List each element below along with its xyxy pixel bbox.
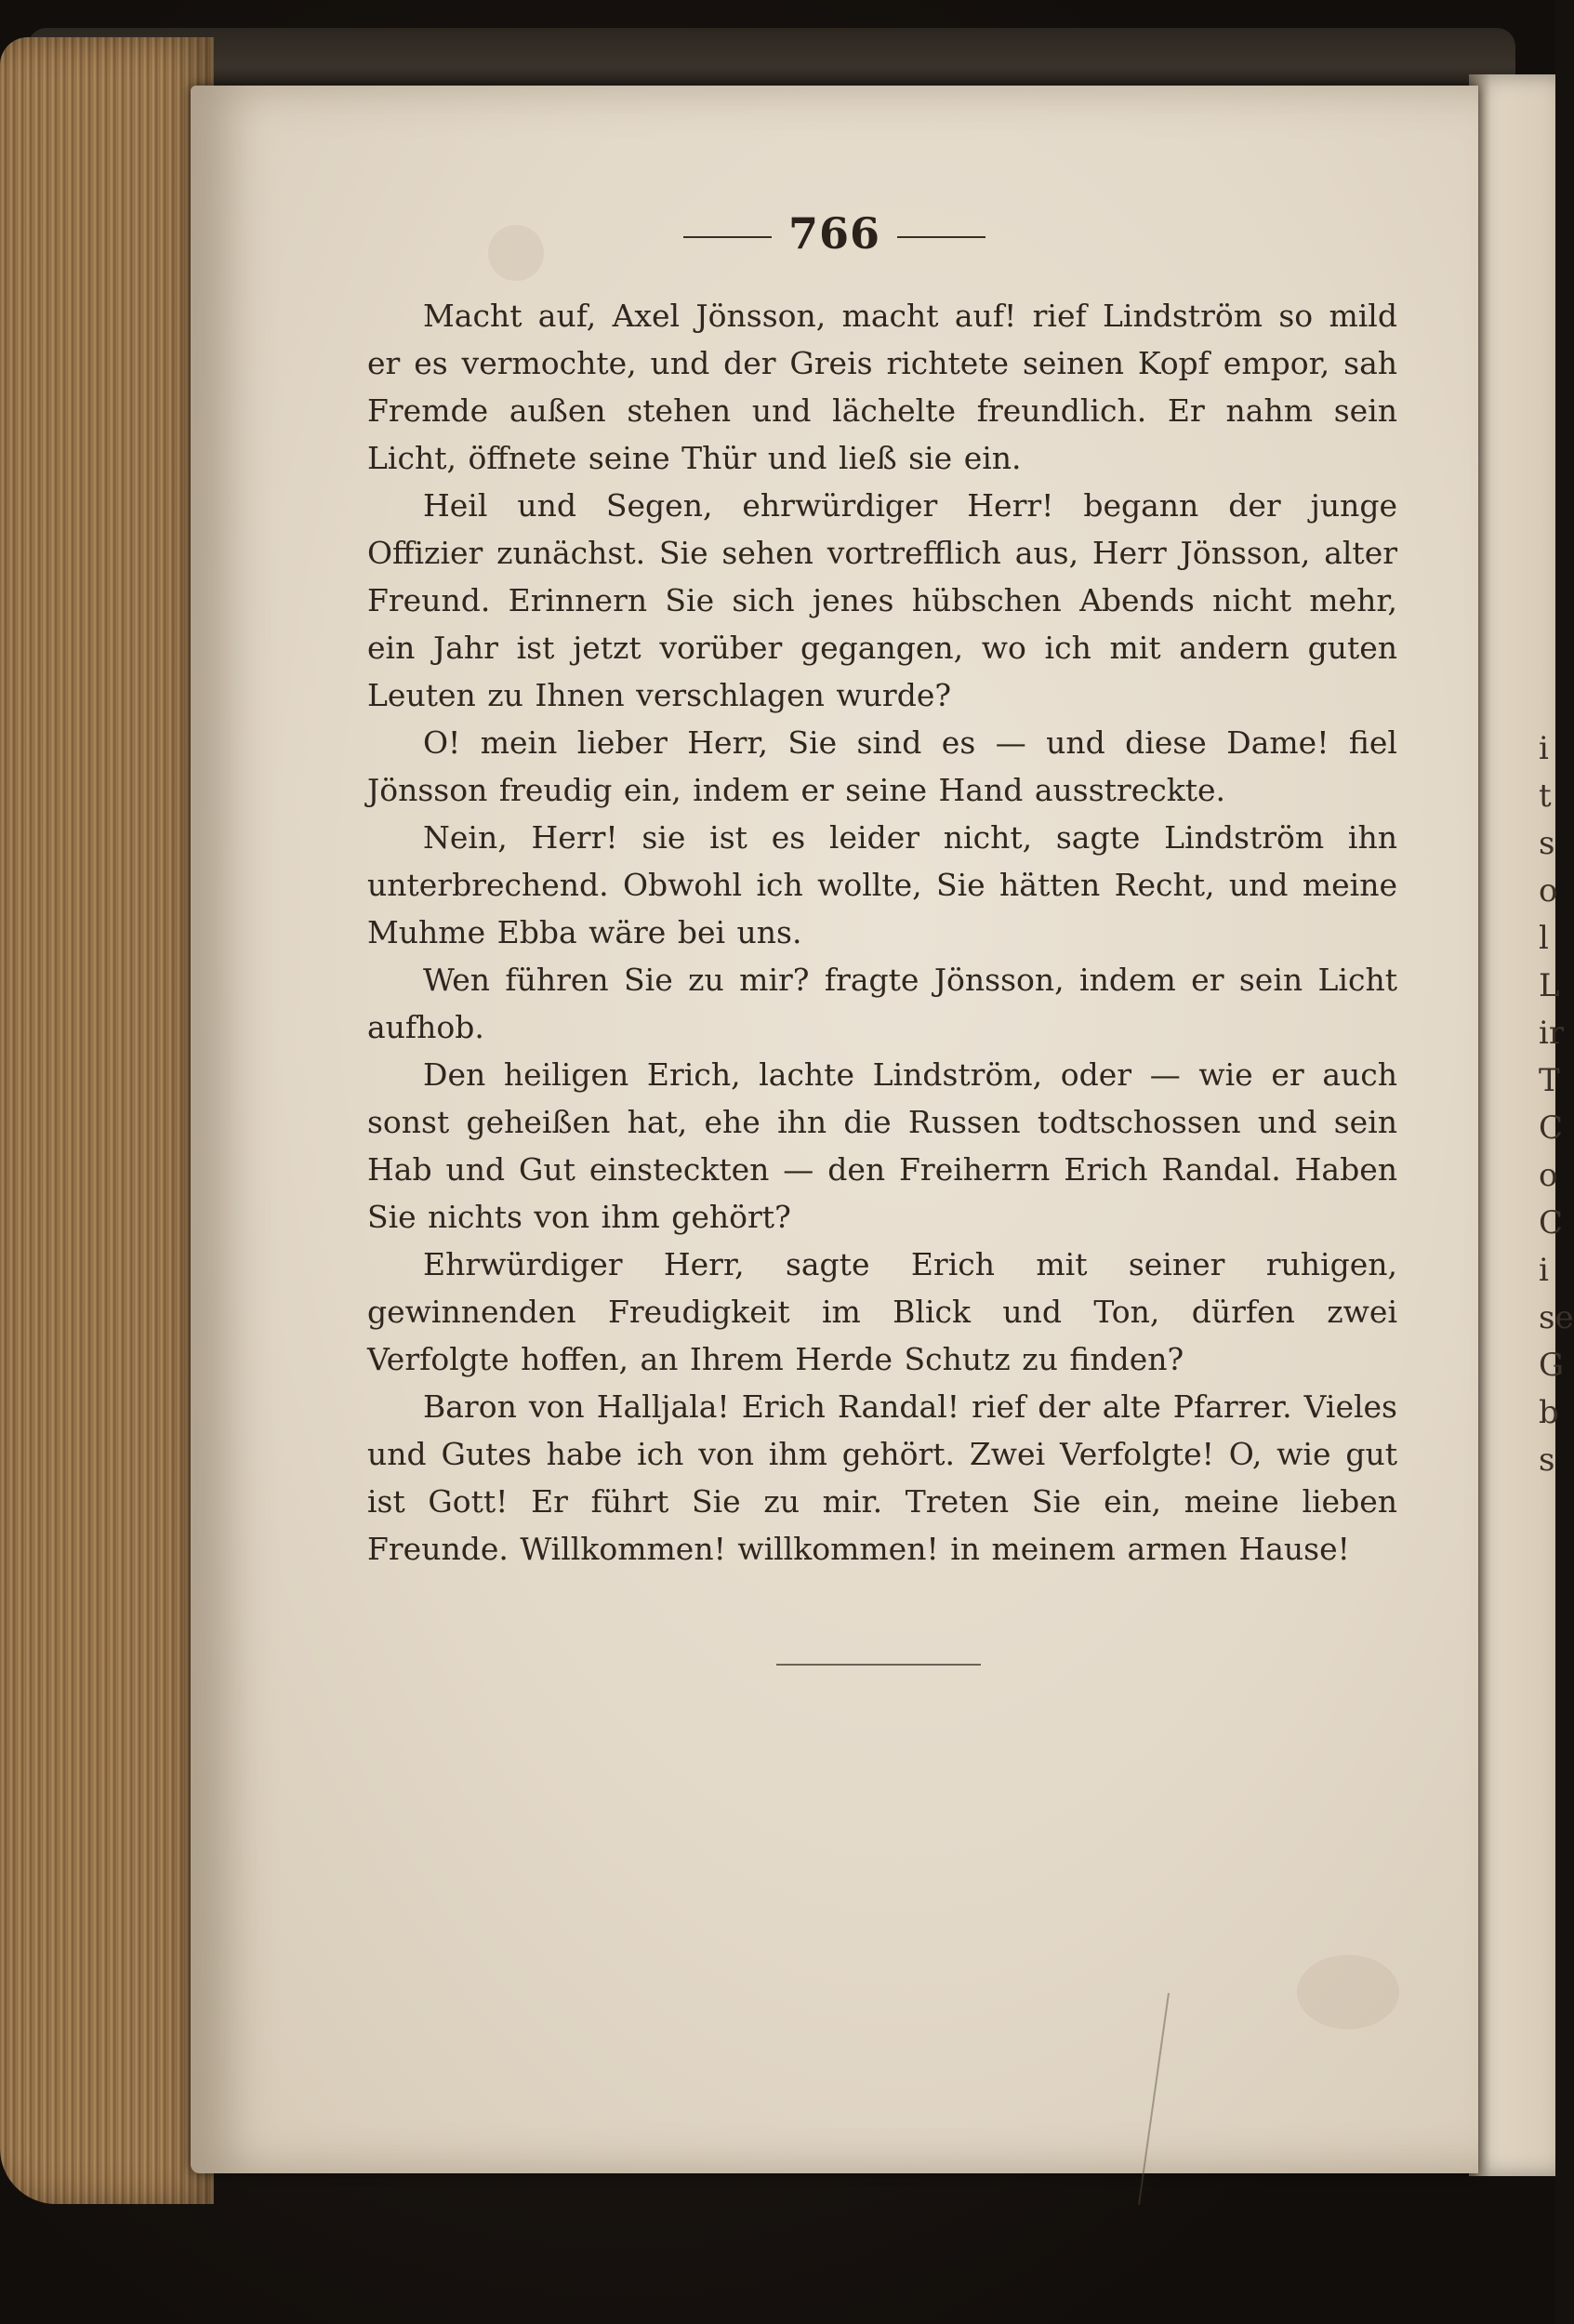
fragment: i: [1539, 730, 1549, 767]
book-page-edges: [0, 37, 214, 2204]
fragment: T: [1539, 1062, 1560, 1099]
paragraph: Den heiligen Erich, lachte Lindström, oder — wie er auch sonst geheißen hat, ehe ihn die Russen todtschossen und sein Hab und Gut einsteckten — den Freiherrn Erich Randal. Haben Sie nichts von ihm gehört?: [367, 1056, 1397, 1235]
fragment: ir: [1539, 1015, 1565, 1052]
paper-stain: [1297, 1955, 1399, 2029]
fragment: G: [1539, 1347, 1565, 1384]
fragment: L: [1539, 967, 1560, 1004]
page-number-dash-right: [897, 236, 985, 238]
fragment: o: [1539, 872, 1558, 910]
fragment: s: [1539, 825, 1555, 862]
paragraph: Baron von Halljala! Erich Randal! rief der alte Pfarrer. Vieles und Gutes habe ich von ihm gehört. Zwei Verfolgte! O, wie gut ist Gott! Er führt Sie zu mir. Treten Sie ein, meine lieben Freunde. Willkommen! willkommen! in meinem armen Hause!: [367, 1388, 1397, 1567]
fragment: s: [1539, 1441, 1555, 1479]
page-number: [191, 208, 1478, 259]
paragraph: Heil und Segen, ehrwürdiger Herr! begann der junge Offizier zunächst. Sie sehen vortrefflich aus, Herr Jönsson, alter Freund. Erinnern Sie sich jenes hübschen Abends nicht mehr, ein Jahr ist jetzt vorüber gegangen, wo ich mit andern guten Leuten zu Ihnen verschlagen wurde?: [367, 487, 1397, 713]
paragraph: O! mein lieber Herr, Sie sind es — und diese Dame! fiel Jönsson freudig ein, indem er seine Hand ausstreckte.: [367, 724, 1397, 808]
paragraph: Ehrwürdiger Herr, sagte Erich mit seiner ruhigen, gewinnenden Freudigkeit im Blick und Ton, dürfen zwei Verfolgte hoffen, an Ihrem Herde Schutz zu finden?: [367, 1246, 1397, 1377]
paragraph: Wen führen Sie zu mir? fragte Jönsson, indem er sein Licht aufhob.: [367, 962, 1397, 1045]
paper-crease: [1138, 1993, 1170, 2205]
fragment: se: [1539, 1299, 1574, 1336]
paragraph: Nein, Herr! sie ist es leider nicht, sagte Lindström ihn unterbrechend. Obwohl ich wollte, Sie hätten Recht, und meine Muhme Ebba wäre bei uns.: [367, 819, 1397, 950]
fragment: i: [1539, 1252, 1549, 1289]
page-number-text: 766: [787, 208, 881, 259]
fragment: t: [1539, 777, 1552, 815]
paragraph: Macht auf, Axel Jönsson, macht auf! rief Lindström so mild er es vermochte, und der Greis richtete seinen Kopf empor, sah Fremde außen stehen und lächelte freundlich. Er nahm sein Licht, öffnete seine Thür und ließ sie ein.: [367, 298, 1397, 476]
page-number-dash-left: [683, 236, 772, 238]
book-page: [191, 86, 1478, 2173]
fragment: l: [1539, 920, 1549, 957]
section-end-rule: [776, 1664, 981, 1666]
book-spine-top: [28, 28, 1515, 93]
fragment: C: [1539, 1204, 1564, 1242]
fragment: o: [1539, 1157, 1558, 1194]
fragment: C: [1539, 1109, 1564, 1147]
body-text: [367, 292, 1397, 1573]
fragment: b: [1539, 1394, 1559, 1431]
facing-page-text-fragments: [1539, 725, 1574, 1484]
